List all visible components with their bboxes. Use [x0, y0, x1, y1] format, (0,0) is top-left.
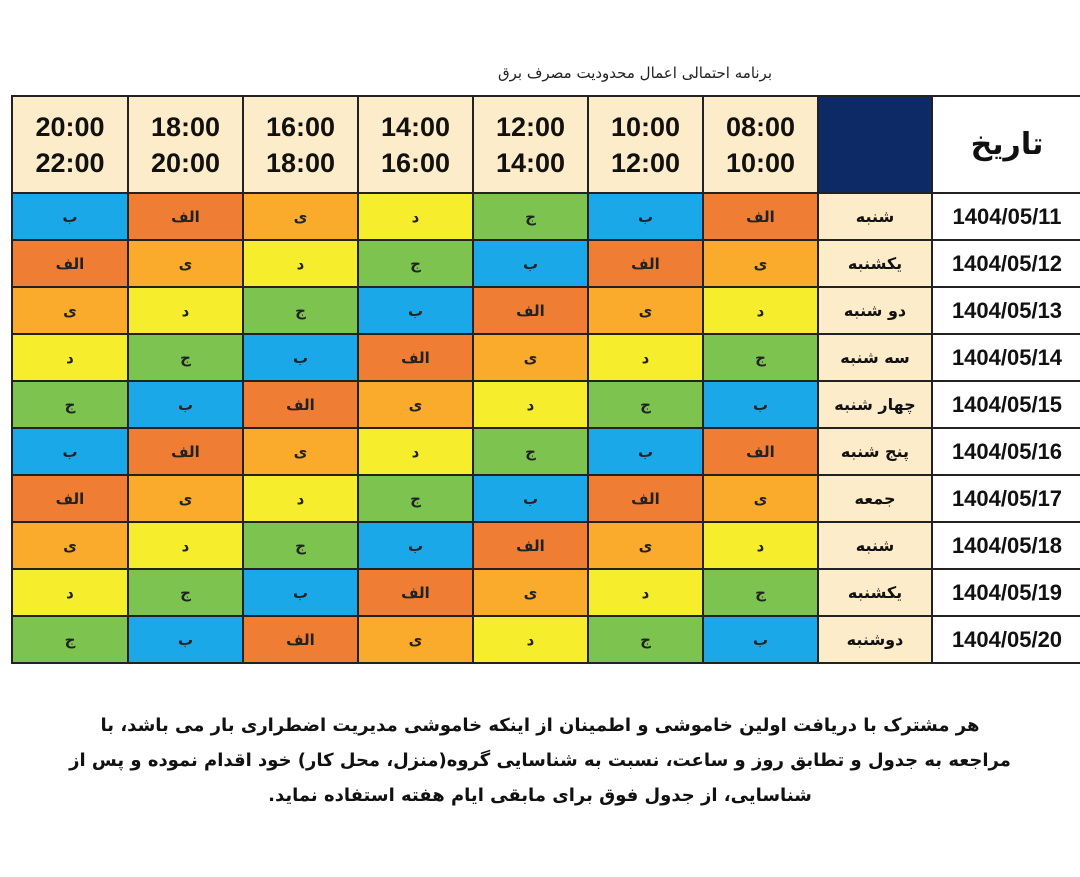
- group-cell: ج: [588, 381, 703, 428]
- note-line: مراجعه به جدول و تطابق روز و ساعت، نسبت به شناسایی گروه(منزل، محل کار) خود اقدام نموده و پس از: [69, 750, 1011, 771]
- table-row: [12, 287, 1080, 334]
- day-cell: جمعه: [818, 475, 932, 522]
- date-column-header: تاریخ: [932, 96, 1080, 193]
- day-cell: دو شنبه: [818, 287, 932, 334]
- group-cell: د: [243, 475, 358, 522]
- time-slot-end: 12:00: [610, 147, 681, 178]
- group-cell: ج: [588, 616, 703, 663]
- day-cell: شنبه: [818, 522, 932, 569]
- note-line: هر مشترک با دریافت اولین خاموشی و اطمینان از اینکه خاموشی مدیریت اضطراری بار می باشد، با: [100, 715, 980, 736]
- group-cell: الف: [243, 616, 358, 663]
- time-slot-end: 10:00: [725, 147, 796, 178]
- group-cell: الف: [588, 475, 703, 522]
- time-slot-header: [243, 96, 358, 193]
- group-cell: د: [588, 569, 703, 616]
- day-cell: شنبه: [818, 193, 932, 240]
- group-cell: ج: [358, 240, 473, 287]
- group-cell: ی: [473, 334, 588, 381]
- group-cell: الف: [473, 287, 588, 334]
- group-cell: الف: [12, 475, 128, 522]
- group-cell: ب: [243, 569, 358, 616]
- table-row: [12, 193, 1080, 240]
- date-cell: 1404/05/12: [932, 240, 1080, 287]
- group-cell: ی: [703, 240, 818, 287]
- outage-schedule-table: [11, 95, 1080, 664]
- table-row: [12, 616, 1080, 663]
- group-cell: الف: [588, 240, 703, 287]
- group-cell: ی: [243, 193, 358, 240]
- time-slot-start: 12:00: [495, 111, 566, 142]
- group-cell: ب: [243, 334, 358, 381]
- time-slot-end: 20:00: [150, 147, 221, 178]
- time-slot-end: 14:00: [495, 147, 566, 178]
- time-slot-start: 20:00: [35, 111, 105, 142]
- group-cell: ی: [358, 381, 473, 428]
- group-cell: الف: [128, 193, 243, 240]
- table-row: [12, 240, 1080, 287]
- group-cell: ی: [128, 240, 243, 287]
- group-cell: ج: [473, 193, 588, 240]
- group-cell: ب: [473, 240, 588, 287]
- group-cell: ی: [473, 569, 588, 616]
- note-line: شناسایی، از جدول فوق برای مابقی ایام هفته استفاده نماید.: [268, 785, 812, 806]
- group-cell: ج: [12, 616, 128, 663]
- group-cell: ب: [588, 428, 703, 475]
- table-row: [12, 381, 1080, 428]
- group-cell: د: [243, 240, 358, 287]
- table-row: [12, 569, 1080, 616]
- group-cell: د: [588, 334, 703, 381]
- group-cell: ب: [12, 428, 128, 475]
- group-cell: ب: [358, 522, 473, 569]
- group-cell: د: [703, 522, 818, 569]
- group-cell: د: [12, 334, 128, 381]
- group-cell: د: [12, 569, 128, 616]
- group-cell: ی: [588, 287, 703, 334]
- group-cell: ج: [128, 334, 243, 381]
- group-cell: د: [703, 287, 818, 334]
- time-slot-start: 16:00: [265, 111, 336, 142]
- group-cell: الف: [703, 193, 818, 240]
- group-cell: الف: [703, 428, 818, 475]
- group-cell: الف: [243, 381, 358, 428]
- group-cell: ب: [588, 193, 703, 240]
- group-cell: د: [128, 287, 243, 334]
- group-cell: ی: [358, 616, 473, 663]
- group-cell: ی: [588, 522, 703, 569]
- date-cell: 1404/05/14: [932, 334, 1080, 381]
- time-slot-end: 18:00: [265, 147, 336, 178]
- time-slot-header: [703, 96, 818, 193]
- table-row: [12, 522, 1080, 569]
- day-cell: سه شنبه: [818, 334, 932, 381]
- group-cell: د: [128, 522, 243, 569]
- group-cell: ب: [12, 193, 128, 240]
- group-cell: ج: [12, 381, 128, 428]
- group-cell: الف: [473, 522, 588, 569]
- instructions-note: [20, 708, 1060, 813]
- page-title-text: برنامه احتمالی اعمال محدودیت مصرف برق: [497, 64, 773, 82]
- group-cell: ب: [703, 381, 818, 428]
- day-cell: یکشنبه: [818, 569, 932, 616]
- time-slot-end: 22:00: [35, 147, 105, 178]
- day-cell: چهار شنبه: [818, 381, 932, 428]
- group-cell: ج: [243, 287, 358, 334]
- group-cell: ج: [473, 428, 588, 475]
- group-cell: د: [473, 616, 588, 663]
- group-cell: ب: [703, 616, 818, 663]
- date-cell: 1404/05/19: [932, 569, 1080, 616]
- group-cell: ج: [358, 475, 473, 522]
- group-cell: ی: [128, 475, 243, 522]
- group-cell: الف: [358, 569, 473, 616]
- date-cell: 1404/05/20: [932, 616, 1080, 663]
- group-cell: ج: [703, 334, 818, 381]
- group-cell: ج: [243, 522, 358, 569]
- page-title: [0, 64, 1080, 82]
- time-slot-start: 10:00: [610, 111, 681, 142]
- group-cell: ب: [128, 616, 243, 663]
- time-slot-start: 14:00: [380, 111, 451, 142]
- table-row: [12, 475, 1080, 522]
- group-cell: ی: [703, 475, 818, 522]
- group-cell: ج: [128, 569, 243, 616]
- group-cell: ب: [128, 381, 243, 428]
- time-slot-start: 18:00: [150, 111, 221, 142]
- time-slot-start: 08:00: [725, 111, 796, 142]
- time-slot-header: [473, 96, 588, 193]
- date-cell: 1404/05/17: [932, 475, 1080, 522]
- group-cell: الف: [358, 334, 473, 381]
- time-slot-header: [358, 96, 473, 193]
- day-cell: دوشنبه: [818, 616, 932, 663]
- group-cell: الف: [12, 240, 128, 287]
- group-cell: ی: [12, 287, 128, 334]
- day-cell: یکشنبه: [818, 240, 932, 287]
- time-slot-header: [588, 96, 703, 193]
- day-cell: پنج شنبه: [818, 428, 932, 475]
- group-cell: ب: [473, 475, 588, 522]
- group-cell: ی: [243, 428, 358, 475]
- date-cell: 1404/05/13: [932, 287, 1080, 334]
- group-cell: ی: [12, 522, 128, 569]
- date-cell: 1404/05/16: [932, 428, 1080, 475]
- date-cell: 1404/05/18: [932, 522, 1080, 569]
- date-cell: 1404/05/11: [932, 193, 1080, 240]
- table-row: [12, 334, 1080, 381]
- time-slot-end: 16:00: [380, 147, 451, 178]
- group-cell: الف: [128, 428, 243, 475]
- group-cell: د: [358, 428, 473, 475]
- table-header-row: [12, 96, 1080, 193]
- table-row: [12, 428, 1080, 475]
- group-cell: ج: [703, 569, 818, 616]
- time-slot-header: [128, 96, 243, 193]
- time-slot-header: [12, 96, 128, 193]
- group-cell: د: [473, 381, 588, 428]
- group-cell: د: [358, 193, 473, 240]
- group-cell: ب: [358, 287, 473, 334]
- day-column-header: [818, 96, 932, 193]
- date-cell: 1404/05/15: [932, 381, 1080, 428]
